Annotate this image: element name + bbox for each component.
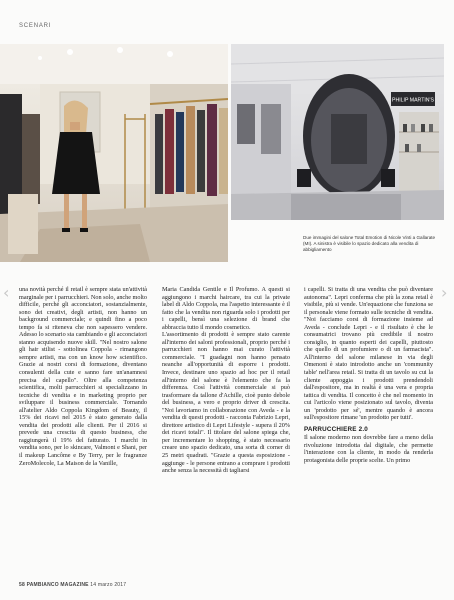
- salon-interior-photo: [0, 44, 228, 262]
- column-2-text-b: L'assortimento di prodotti è sempre stato carente all'interno dei saloni professionali, proprio perché i parrucchieri non hanno mai curato l'attività commerciale. "I guadagni non hanno pensato neanche all'opportunità di esporre i prodotti. Invece, destinare uno spazio ad hoc per il retail all'interno del salone è l'elemento che fa la differenza. Così l'attività commerciale si può trasformare da tallone d'Achille, cioè punto debole del business, a vero e proprio driver di crescita. "Noi lavoriamo in collaborazione con Aveda - e la vendita di questi prodotti - racconta Fabrizio Lepri, direttore artistico di Lepri Lifestyle - supera il 20% dei ricavi totali". Il titolare del salone spiega che, per incrementare lo shopping, è stato necessario creare uno spazio dedicato, una sorta di corner di 25 metri quadrati. "Grazie a questa esposizione - aggiunge - le persone entrano a comprare i prodotti anche senza la necessità di tagliarsi: [162, 331, 290, 475]
- page-number: 58: [19, 582, 25, 588]
- article-column-2: [162, 286, 290, 475]
- column-2-text-a: Maria Candida Gentile e Il Profumo. A questi si aggiungono i marchi haircare, tra cui la private label di Aldo Coppola, ma l'aspetto interessante è il fatto che la vendita non riguarda solo i prodotti per i capelli, bensì una selezione di brand che abbraccia tutto il mondo cosmetico.: [162, 286, 290, 331]
- salon-boutique-photo: [231, 44, 444, 220]
- store-sign-text: PHILIP MARTIN'S: [391, 97, 435, 104]
- column-3-text-b: Il salone moderno non dovrebbe fare a meno della rivoluzione introdotta dal digitale, che permette l'interazione con la cliente, in modo da renderla protagonista delle proprie scelte. Un primo: [304, 434, 433, 465]
- article-column-1: [19, 286, 147, 467]
- subheading-parrucchiere: PARRUCCHIERE 2.0: [304, 425, 368, 433]
- prev-page-chevron-left-icon[interactable]: ‹: [3, 283, 10, 302]
- issue-date: 14 marzo 2017: [90, 582, 127, 588]
- column-3-text-a: i capelli. Si tratta di una vendita che può diventare autonoma". Lepri conferma che più la zona retail è visibile, più si vende. Un'equazione che funziona se il personale viene formato sulle tecniche di vendita. "Noi facciamo corsi di formazione insieme ad Aveda - conclude Lepri - e il risultato è che le consumatrici trovano più credibile il nostro consiglio, in quanto esperti dei capelli, piuttosto che quello di un profumiere o di un farmacista". All'interno del salone milanese in via degli Omenoni è stato introdotto anche un 'community table' nell'area retail. Si tratta di un tavolo su cui la cliente appoggia i prodotti prendendoli dall'espositore, ma in realtà è una vera e propria tattica di vendita. Il concetto è che nel momento in cui l'articolo viene posizionato sul tavolo, diventa un 'prodotto per sé', mentre quando è ancora sull'espositore rimane 'un prodotto per tutti'.: [304, 286, 433, 422]
- article-column-3: [304, 286, 433, 465]
- photo-caption: Due immagini del salone Total Emotion di Nicole Vinti a Gallarate (MI). A sinistra è visibile lo spazio dedicato alla vendita di abbigliamento: [303, 235, 436, 252]
- page-footer: [19, 582, 126, 588]
- column-1-text: una novità perché il retail è sempre stata un'attività marginale per i parrucchieri. Non solo, anche molto difficile, perché gli acconciatori, sostanzialmente, sono dei creativi, degli artisti, non hanno un background commerciale; e quindi fino a poco tempo fa si riteneva che non sapessero vendere. Adesso lo scenario sta cambiando e gli acconciatori stanno acquisendo nuove skill. "Nel nostro salone gli hair stilist - sottolinea Coppola - rimangono sempre artisti, ma con un know how scientifico. Grazie ai nostri corsi di formazione, diventano consulenti della cute e sanno fare un'anamnesi precisa del capello". Oltre alla competenza scientifica, molti parrucchieri si specializzano in tecniche di vendita e in marketing proprio per sviluppare il business commerciale. Tornando all'atelier Aldo Coppola Kingdom of Beauty, il 15% dei ricavi nel 2015 è stato generato dalla vendita dei prodotti alle clienti. Per il 2016 si prevede una crescita di questo business, che raggiungerà il 19% del fatturato. I marchi in vendita sono, per lo skincare, Valmont e Shani, per il makeup Lancôme e By Terry, per le fragranze ZeroMolecole, La Maison de la Vanille,: [19, 286, 148, 467]
- next-page-chevron-right-icon[interactable]: ›: [441, 283, 448, 302]
- magazine-name: PAMBIANCO MAGAZINE: [26, 582, 89, 588]
- section-label: SCENARI: [19, 23, 52, 29]
